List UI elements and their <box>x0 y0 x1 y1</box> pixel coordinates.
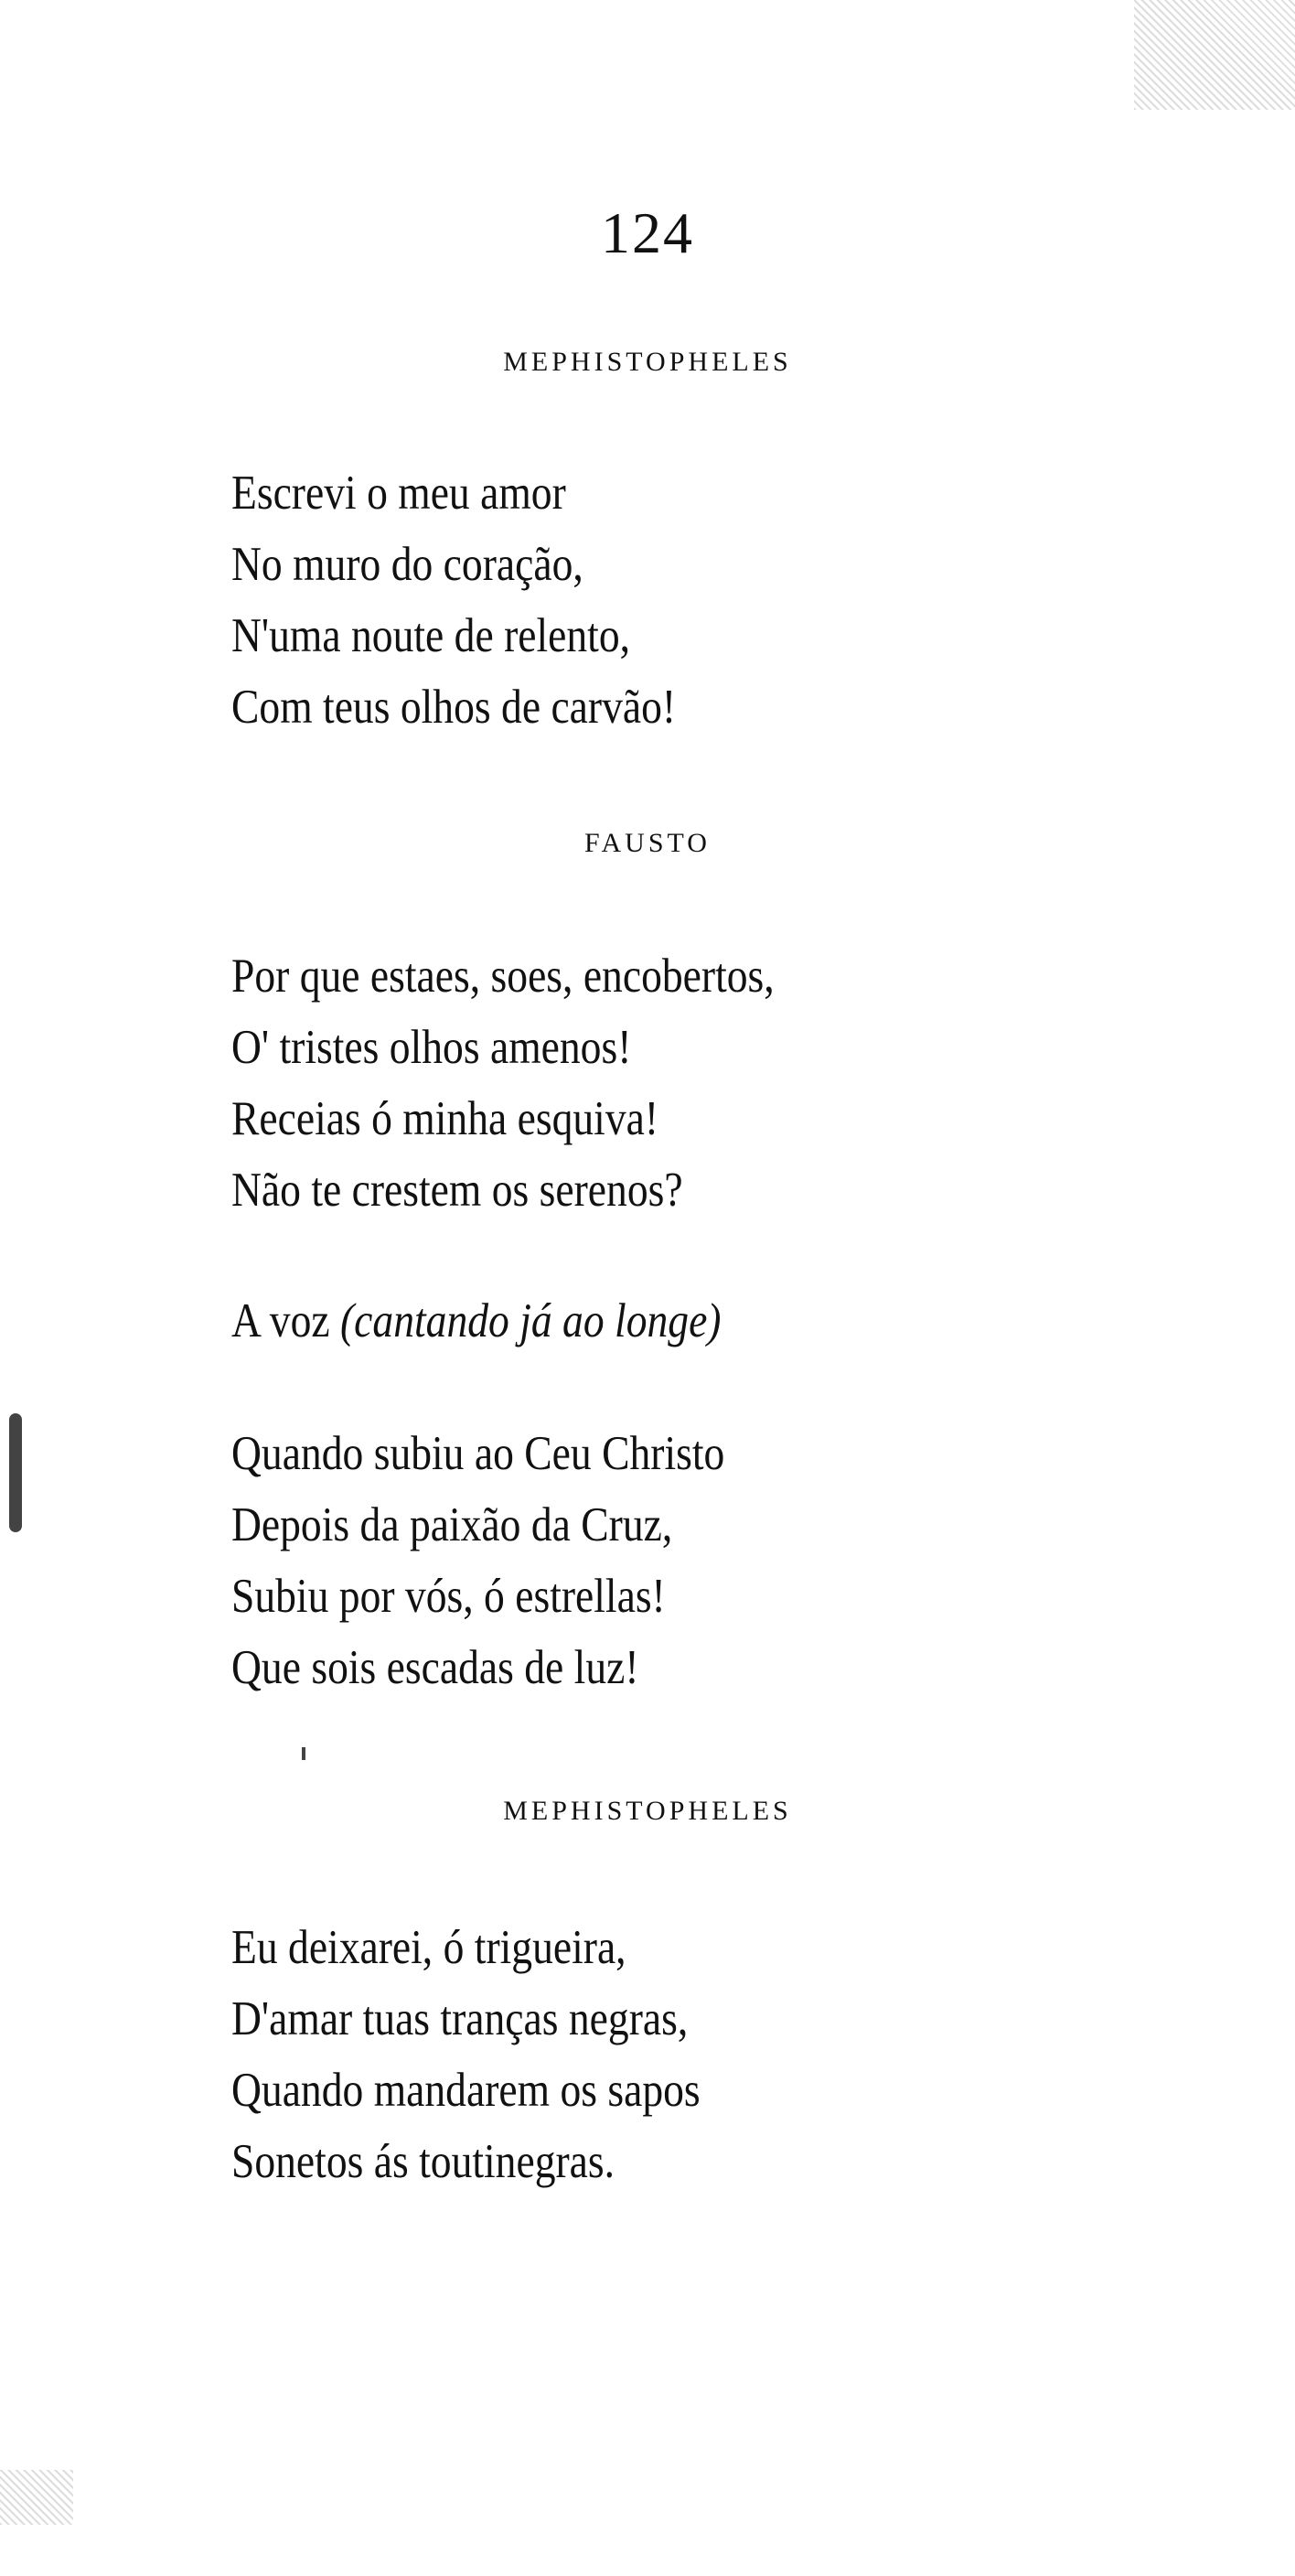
scan-speckle <box>1134 0 1295 110</box>
verse-stanza <box>231 457 676 743</box>
verse-line: Por que estaes, soes, encobertos, <box>231 950 775 1003</box>
verse-line: Quando mandarem os sapos <box>231 2064 701 2117</box>
verse-line: Receias ó minha esquiva! <box>231 1092 659 1145</box>
verse-line: Depois da paixão da Cruz, <box>231 1498 673 1551</box>
scan-dot <box>302 1747 305 1760</box>
stage-direction <box>231 1285 721 1357</box>
stage-direction-text: (cantando já ao longe) <box>340 1294 722 1347</box>
scan-blemish <box>9 1413 22 1532</box>
verse-line: Com teus olhos de carvão! <box>231 681 677 734</box>
verse-stanza <box>231 1418 724 1703</box>
verse-line: N'uma noute de relento, <box>231 609 631 662</box>
verse-line: Escrevi o meu amor <box>231 467 566 520</box>
speaker-heading: MEPHISTOPHELES <box>503 1796 792 1826</box>
verse-stanza <box>231 1912 701 2197</box>
verse-line: Eu deixarei, ó trigueira, <box>231 1921 626 1974</box>
speaker-heading: FAUSTO <box>584 828 711 858</box>
verse-line: Quando subiu ao Ceu Christo <box>231 1427 725 1480</box>
verse-stanza <box>231 940 775 1226</box>
verse-line: Subiu por vós, ó estrellas! <box>231 1570 666 1623</box>
scan-speckle <box>0 2470 73 2525</box>
page-number: 124 <box>601 200 694 265</box>
verse-line: Sonetos ás toutinegras. <box>231 2135 615 2188</box>
verse-line: No muro do coração, <box>231 538 583 591</box>
verse-line: Não te crestem os serenos? <box>231 1164 683 1217</box>
verse-line: O' tristes olhos amenos! <box>231 1021 632 1074</box>
speaker-heading: MEPHISTOPHELES <box>503 347 792 377</box>
verse-line: D'amar tuas tranças negras, <box>231 1992 689 2045</box>
verse-line: Que sois escadas de luz! <box>231 1641 639 1694</box>
stage-direction-speaker: A voz <box>231 1294 330 1347</box>
